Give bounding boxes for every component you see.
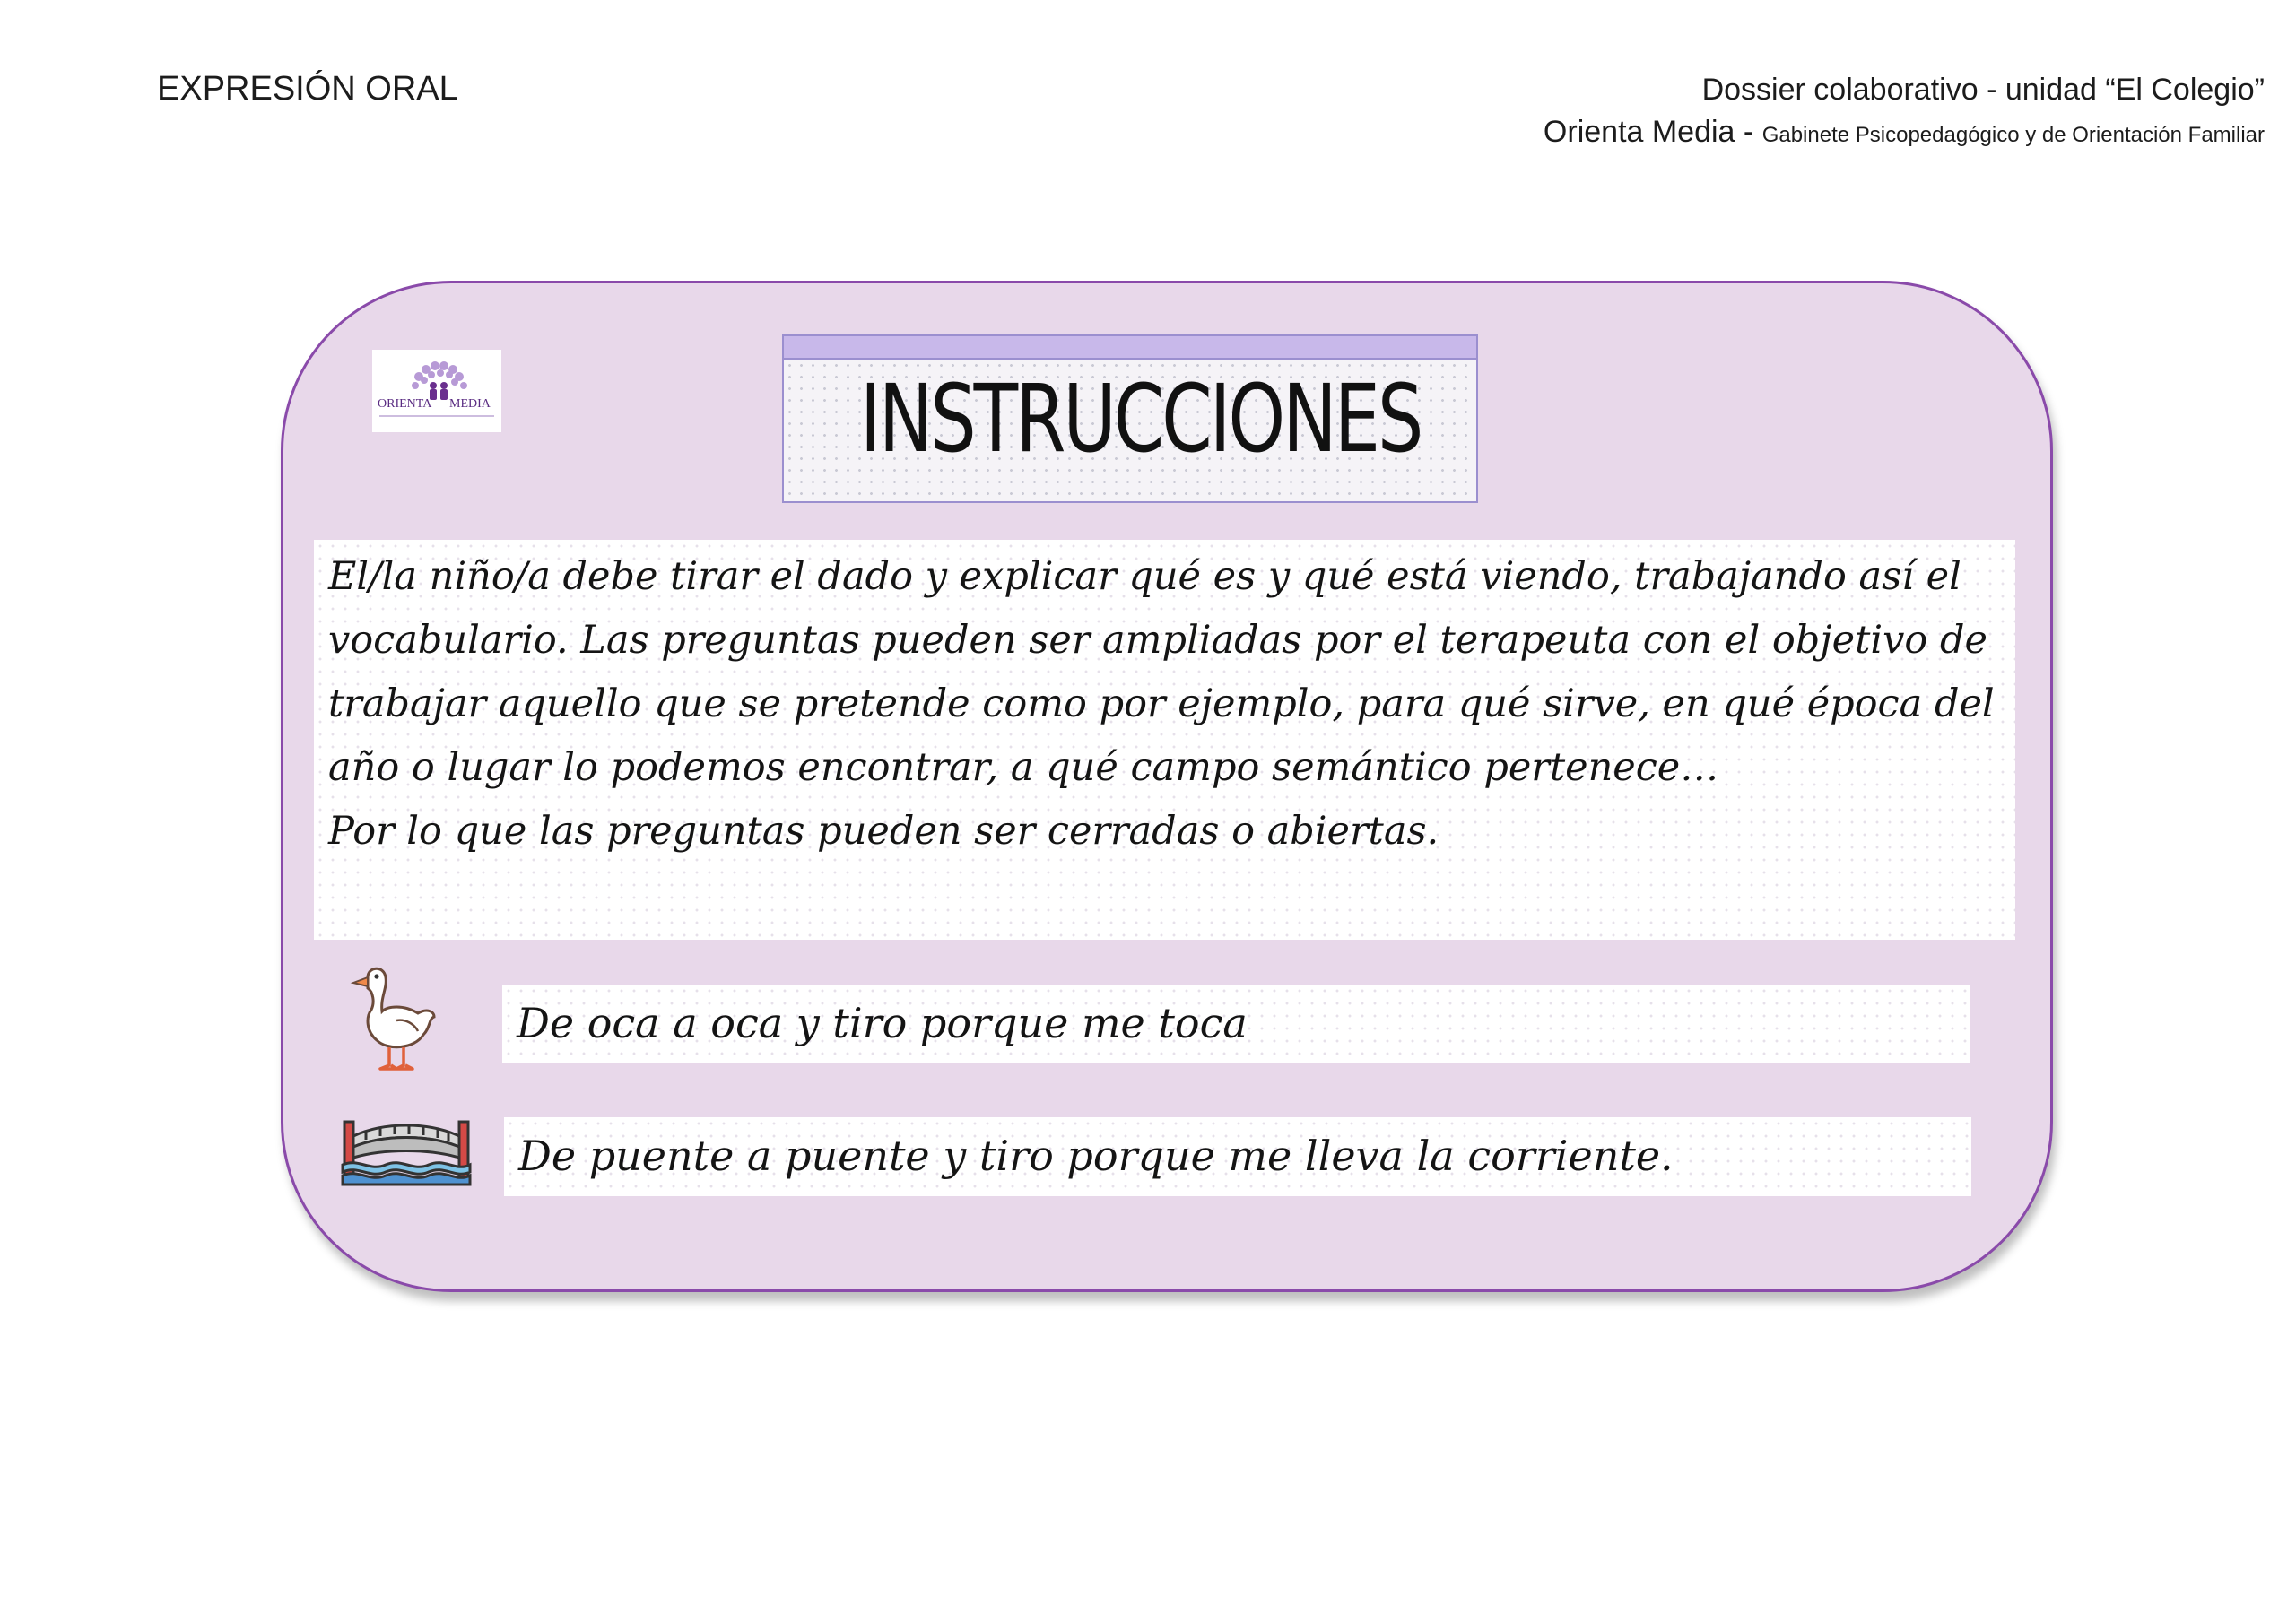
organization-line [1544,109,2265,158]
goose-icon [341,961,448,1082]
bridge-rule-box: De puente a puente y tiro porque me lleva la corriente. [504,1117,1971,1196]
goose-rule-box: De oca a oca y tiro porque me toca [502,985,1970,1063]
logo-text-left: ORIENTA [378,397,432,411]
logo-text-right: MEDIA [449,397,491,411]
title-banner [782,334,1478,503]
title-band [784,336,1476,360]
dossier-title: Dossier colaborativo - unidad “El Colegio” [1701,73,2265,107]
orienta-media-logo [372,350,501,432]
card-title: INSTRUCCIONES [859,364,1422,473]
section-label: EXPRESIÓN ORAL [157,70,458,108]
organization-name: Orienta Media - [1543,115,1762,149]
organization-subtitle: Gabinete Psicopedagógico y de Orientación Familiar [1761,123,2265,147]
instructions-paragraph-2: Por lo que las preguntas pueden ser cerradas o abiertas. [328,809,1439,854]
instructions-text-box [314,540,2015,940]
document-header [1544,70,2265,158]
bridge-icon [339,1116,474,1194]
instructions-paragraph: El/la niño/a debe tirar el dado y explicar qué es y qué está viendo, trabajando así el vocabulario. Las preguntas pueden ser ampliadas por el terapeuta con el objetivo de trabajar aquello que se pretende como por ejemplo, para qué sirve, en qué época del año o lugar lo podemos encontrar, a qué campo semántico pertenece… [328,554,1995,790]
